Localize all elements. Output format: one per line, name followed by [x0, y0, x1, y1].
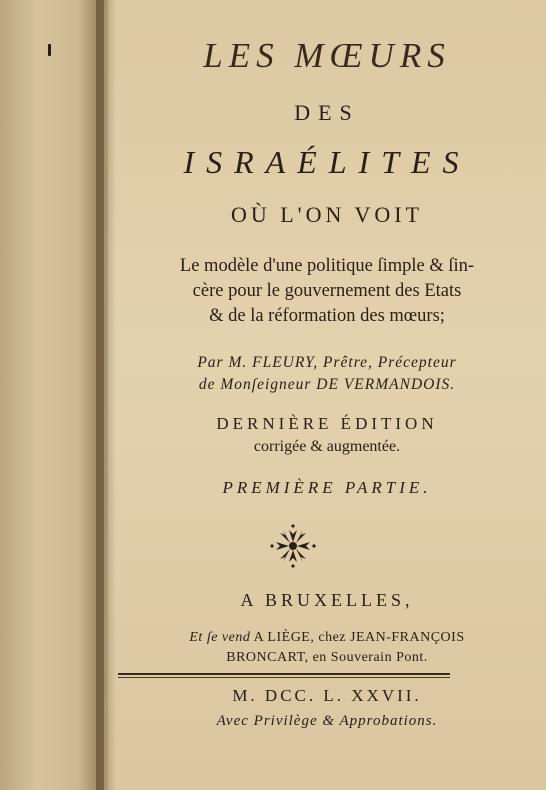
description	[108, 254, 546, 329]
author-line: Par M. FLEURY, Prêtre, Précepteur	[197, 354, 457, 371]
edition-note: corrigée & augmentée.	[253, 438, 401, 455]
fleuron-ornament-icon	[268, 522, 318, 570]
sale-line: BRONCART, en Souverain Pont.	[226, 650, 428, 665]
title-des: DES	[294, 100, 360, 125]
imprint-date: M. DCC. L. XXVII.	[232, 686, 422, 705]
sale-prefix: Et ſe vend	[189, 630, 251, 645]
part-label: PREMIÈRE PARTIE.	[222, 478, 432, 497]
left-facing-page	[0, 0, 104, 790]
description-line: cère pour le gouvernement des Etats	[192, 281, 462, 301]
imprint-sale	[108, 628, 546, 668]
description-line: Le modèle d'une politique ſimple & ſin-	[179, 256, 475, 276]
book-title: LES MŒURS	[203, 36, 451, 75]
sale-line	[108, 628, 546, 648]
edition-heading: DERNIÈRE ÉDITION	[216, 414, 438, 433]
sale-rest: A LIÈGE, chez JEAN-FRANÇOIS	[250, 630, 465, 645]
imprint-place: A BRUXELLES,	[240, 590, 414, 610]
privilege-line: Avec Privilège & Approbations.	[216, 713, 438, 729]
description-line: & de la réformation des mœurs;	[209, 306, 445, 326]
divider-rule	[118, 673, 450, 675]
divider-rule-thin	[118, 677, 450, 678]
margin-mark	[48, 44, 51, 56]
author-line: de Monſeigneur DE VERMANDOIS.	[198, 376, 456, 393]
author-block	[108, 352, 546, 396]
title-ou-lon-voit: OÙ L'ON VOIT	[230, 202, 424, 227]
title-israelites: ISRAÉLITES	[183, 144, 471, 180]
